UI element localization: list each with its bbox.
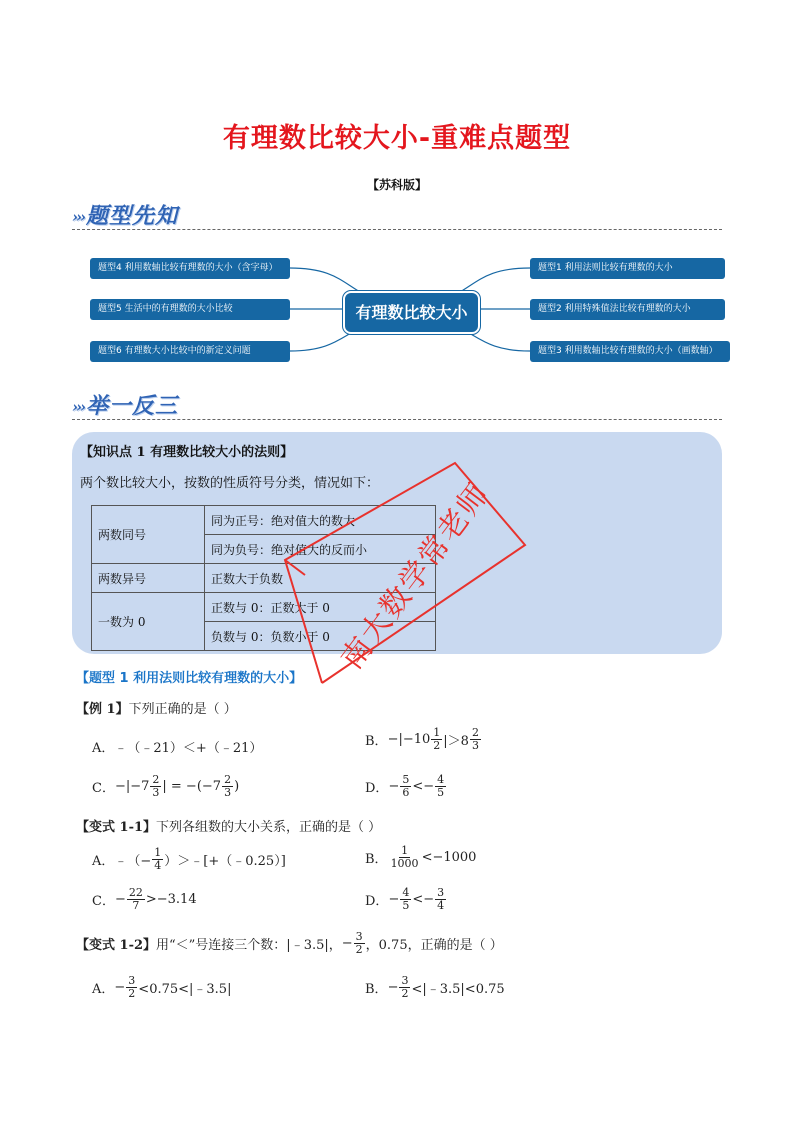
option-text: − [114, 980, 126, 995]
example-1-option-a[interactable] [92, 737, 262, 756]
numerator: 1 [154, 846, 162, 859]
option-letter: B． [365, 982, 388, 997]
mindmap-center-node: 有理数比较大小 [343, 291, 480, 334]
option-text: |＞8 [443, 734, 469, 749]
section-title-overview: 题型先知 [86, 203, 179, 229]
table-cell: 同为负号：绝对值大的反而小 [205, 535, 436, 564]
example-stem-text: 下列正确的是（ ） [128, 702, 237, 717]
fraction [150, 774, 161, 799]
denominator: 5 [437, 786, 445, 799]
fraction [152, 847, 163, 872]
table-cell: 正数大于负数 [205, 564, 436, 593]
question-type-heading: 【题型 1 利用法则比较有理数的大小】 [76, 671, 303, 686]
triple-arrow-icon: ››› [72, 398, 84, 416]
fraction [389, 845, 421, 870]
example-1-option-c[interactable] [92, 774, 239, 799]
variant-label: 【变式 1-1】 [76, 820, 157, 835]
mindmap-node-type2: 题型2 利用特殊值法比较有理数的大小 [530, 299, 725, 320]
option-text: <|﹣3.5|<0.75 [411, 982, 505, 997]
table-cell: 两数同号 [92, 506, 205, 564]
denominator: 4 [437, 899, 445, 912]
variant-1-1-option-d[interactable] [365, 887, 447, 912]
page-title: 有理数比较大小-重难点题型 [222, 123, 572, 154]
option-letter: C． [92, 781, 115, 796]
option-letter: B． [365, 734, 388, 749]
variant-1-1-option-a[interactable] [92, 847, 286, 872]
option-letter: D． [365, 781, 389, 796]
option-letter: A． [92, 982, 115, 997]
numerator: 3 [355, 930, 363, 943]
denominator: 3 [152, 786, 160, 799]
table-cell: 两数异号 [92, 564, 205, 593]
denominator: 3 [224, 786, 232, 799]
triple-arrow-icon: ››› [72, 208, 84, 226]
denominator: 5 [402, 899, 410, 912]
option-text: <−1000 [421, 850, 477, 865]
fraction [126, 975, 137, 1000]
variant-stem-text: 用“＜”号连接三个数：|﹣3.5|， [156, 938, 342, 953]
section-title-practice: 举一反三 [86, 393, 179, 419]
fraction [400, 774, 411, 799]
fraction [431, 727, 442, 752]
numerator: 1 [401, 844, 409, 857]
example-1-stem [76, 698, 237, 717]
numerator: 4 [437, 773, 445, 786]
numerator: 4 [402, 886, 410, 899]
numerator: 2 [152, 773, 160, 786]
variant-stem-text: ，0.75，正确的是（ ） [365, 938, 503, 953]
fraction [222, 774, 233, 799]
denominator: 2 [401, 987, 409, 1000]
mindmap-node-type4: 题型4 利用数轴比较有理数的大小（含字母） [90, 258, 290, 279]
denominator: 1000 [390, 857, 419, 870]
option-letter: A． [92, 741, 115, 756]
option-text: <− [412, 779, 435, 794]
numerator: 5 [402, 773, 410, 786]
edition-label: 【苏科版】 [366, 178, 427, 192]
example-1-option-b[interactable] [365, 727, 482, 752]
option-text: ）＞﹣[+（﹣0.25）] [164, 854, 286, 869]
numerator: 2 [224, 773, 232, 786]
option-text: ﹣（﹣21）＜+（﹣21） [114, 741, 263, 756]
fraction [400, 887, 411, 912]
numerator: 3 [401, 974, 409, 987]
variant-1-1-option-b[interactable] [365, 845, 476, 870]
mindmap-node-type3: 题型3 利用数轴比较有理数的大小（画数轴） [530, 341, 730, 362]
option-text: | = −(−7 [162, 779, 222, 794]
table-cell: 同为正号：绝对值大的数大 [205, 506, 436, 535]
minus-sign: − [341, 936, 353, 951]
option-letter: A． [92, 854, 115, 869]
option-letter: C． [92, 894, 115, 909]
option-letter: D． [365, 894, 389, 909]
variant-1-1-stem [76, 816, 381, 835]
option-text: − [388, 779, 400, 794]
denominator: 6 [402, 786, 410, 799]
variant-1-2-option-b[interactable] [365, 975, 505, 1000]
variant-label: 【变式 1-2】 [76, 938, 157, 953]
denominator: 2 [433, 739, 441, 752]
fraction [470, 727, 481, 752]
option-text: <− [412, 892, 435, 907]
knowledge-intro: 两个数比较大小，按数的性质符号分类，情况如下： [80, 476, 380, 491]
denominator: 4 [154, 859, 162, 872]
fraction [354, 931, 365, 956]
denominator: 3 [471, 739, 479, 752]
knowledge-title: 【知识点 1 有理数比较大小的法则】 [80, 445, 294, 460]
fraction [435, 774, 446, 799]
numerator: 2 [471, 726, 479, 739]
table-cell: 正数与 0：正数大于 0 [205, 593, 436, 622]
denominator: 2 [355, 943, 363, 956]
watermark-text: 南大数学常老师 [334, 475, 498, 676]
option-text: − [387, 980, 399, 995]
table-cell: 负数与 0：负数小于 0 [205, 622, 436, 651]
fraction [435, 887, 446, 912]
option-text: − [388, 892, 400, 907]
mindmap-node-type1: 题型1 利用法则比较有理数的大小 [530, 258, 725, 279]
variant-1-1-option-c[interactable] [92, 887, 197, 912]
option-text: >−3.14 [145, 892, 197, 907]
numerator: 3 [128, 974, 136, 987]
fraction [399, 975, 410, 1000]
example-label: 【例 1】 [76, 702, 129, 717]
option-letter: B． [365, 852, 388, 867]
variant-1-2-option-a[interactable] [92, 975, 231, 1000]
numerator: 1 [433, 726, 441, 739]
variant-1-2-stem [76, 931, 503, 956]
denominator: 7 [132, 899, 140, 912]
option-text: −|−10 [387, 732, 431, 747]
variant-stem-text: 下列各组数的大小关系，正确的是（ ） [156, 820, 382, 835]
example-1-option-d[interactable] [365, 774, 447, 799]
denominator: 2 [128, 987, 136, 1000]
numerator: 22 [128, 886, 143, 899]
option-text: − [114, 892, 126, 907]
table-cell: 一数为 0 [92, 593, 205, 651]
mindmap-node-type5: 题型5 生活中的有理数的大小比较 [90, 299, 290, 320]
mindmap-node-type6: 题型6 有理数大小比较中的新定义问题 [90, 341, 290, 362]
option-text: ) [234, 779, 240, 794]
numerator: 3 [437, 886, 445, 899]
option-text: ﹣（− [114, 854, 152, 869]
fraction [127, 887, 145, 912]
option-text: −|−7 [114, 779, 150, 794]
option-text: <0.75<|﹣3.5| [138, 982, 232, 997]
